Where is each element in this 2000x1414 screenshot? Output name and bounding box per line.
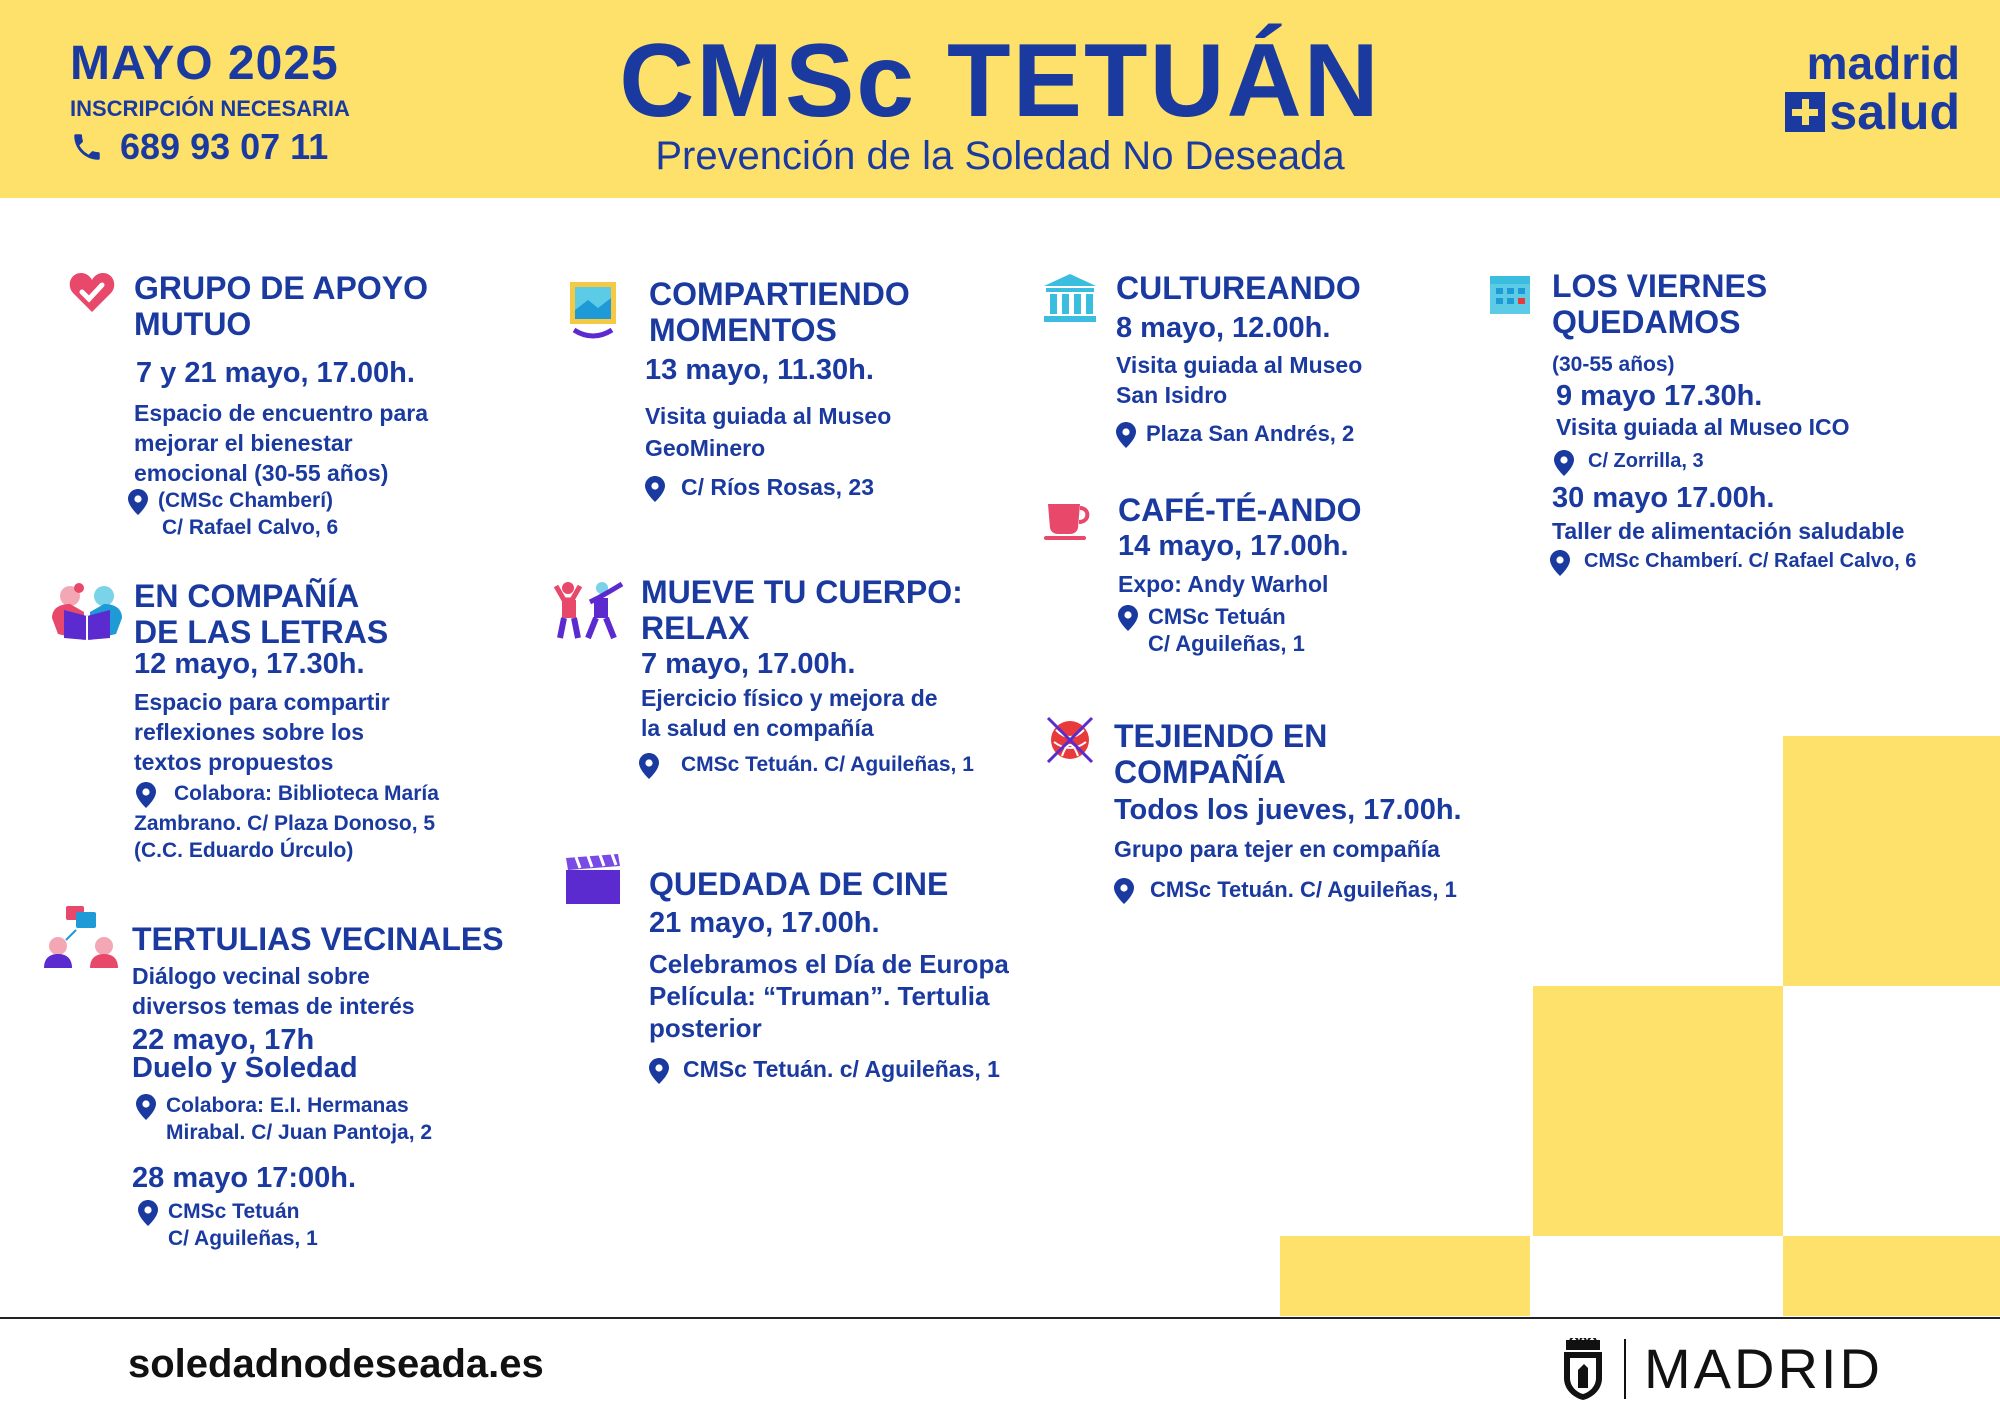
location-pin-icon: [1554, 450, 1574, 476]
activity-date: 14 mayo, 17.00h.: [1118, 530, 1349, 562]
location-pin-icon: [136, 1094, 156, 1120]
activity-date: 28 mayo 17:00h.: [132, 1162, 357, 1194]
desc-line: Visita guiada al Museo: [645, 403, 892, 429]
deco-square: [1533, 986, 1783, 1236]
clapperboard-icon: [564, 852, 622, 904]
cup-icon: [1044, 500, 1094, 540]
location-pin-icon: [645, 476, 665, 502]
activity-description: [134, 398, 428, 488]
desc-line: textos propuestos: [134, 749, 334, 775]
location-pin-icon: [1550, 550, 1570, 576]
activity-title: COMPARTIENDO: [649, 276, 910, 312]
activity-date: 22 mayo, 17h: [132, 1024, 315, 1056]
desc-line: Espacio de encuentro para: [134, 400, 428, 426]
activity-description: [641, 683, 938, 743]
conversation-icon: [42, 904, 120, 968]
page-subtitle: Prevención de la Soledad No Deseada: [655, 134, 1345, 178]
loc-line: CMSc Tetuán. c/ Aguileñas, 1: [683, 1056, 1000, 1082]
activity-location: [1550, 548, 1916, 576]
activity-age: (30-55 años): [1552, 353, 1675, 376]
loc-line: CMSc Tetuán. C/ Aguileñas, 1: [1150, 877, 1457, 902]
activity-location: [1554, 448, 1704, 476]
activity-title: CULTUREANDO: [1116, 270, 1361, 306]
activity-grupo-apoyo: [134, 270, 428, 342]
loc-line: C/ Aguileñas, 1: [168, 1227, 318, 1250]
heart-check-icon: [68, 270, 116, 314]
desc-line: Celebramos el Día de Europa: [649, 949, 1009, 979]
activity-location: [645, 474, 874, 502]
activity-title: EN COMPAÑÍA: [134, 578, 360, 614]
loc-line: C/ Ríos Rosas, 23: [681, 474, 875, 500]
desc-line: la salud en compañía: [641, 715, 874, 741]
activity-date: 30 mayo 17.00h.: [1552, 482, 1775, 514]
deco-square: [1783, 736, 2000, 986]
activity-title: MUTUO: [134, 306, 252, 342]
activity-title: MUEVE TU CUERPO:: [641, 574, 963, 610]
calendar-icon: [1488, 272, 1532, 316]
logo-separator: [1624, 1339, 1626, 1399]
loc-line: C/ Rafael Calvo, 6: [162, 516, 339, 539]
activity-description: [1116, 350, 1362, 410]
location-pin-icon: [1114, 878, 1134, 904]
desc-line: posterior: [649, 1013, 762, 1043]
month-label: MAYO 2025: [70, 37, 339, 90]
city-name: MADRID: [1644, 1337, 1883, 1400]
activity-date: 8 mayo, 12.00h.: [1116, 312, 1331, 344]
desc-line: mejorar el bienestar: [134, 430, 353, 456]
activity-description: [649, 948, 1009, 1044]
desc-line: Diálogo vecinal sobre: [132, 963, 370, 989]
madrid-city-logo: [1560, 1336, 1883, 1401]
activity-location: [138, 1198, 318, 1252]
loc-line: (C.C. Eduardo Úrculo): [134, 839, 354, 862]
desc-line: reflexiones sobre los: [134, 719, 365, 745]
inscription-note: INSCRIPCIÓN NECESARIA: [70, 96, 350, 121]
activity-location: [649, 1056, 1000, 1084]
location-pin-icon: [128, 489, 148, 515]
reading-people-icon: [50, 582, 124, 640]
activity-location: [1116, 420, 1354, 448]
logo-line-1: madrid: [1806, 37, 1960, 89]
location-pin-icon: [649, 1058, 669, 1084]
activity-title: TEJIENDO EN: [1114, 718, 1328, 754]
activity-date: 13 mayo, 11.30h.: [645, 354, 874, 386]
loc-line: Colabora: E.I. Hermanas: [166, 1094, 409, 1117]
loc-line: CMSc Tetuán: [1148, 604, 1286, 629]
activity-title: QUEDADA DE CINE: [649, 866, 949, 902]
activity-title: CAFÉ-TÉ-ANDO: [1118, 492, 1362, 528]
activity-title: COMPAÑÍA: [1114, 754, 1286, 790]
activity-tejiendo: [1114, 718, 1327, 790]
loc-line: Zambrano. C/ Plaza Donoso, 5: [134, 812, 436, 835]
location-pin-icon: [136, 782, 156, 808]
activity-location: [136, 780, 439, 808]
loc-line: (CMSc Chamberí): [158, 489, 334, 512]
loc-line: Plaza San Andrés, 2: [1146, 421, 1355, 446]
activity-title: GRUPO DE APOYO: [134, 270, 428, 306]
desc-line: Espacio para compartir: [134, 689, 390, 715]
loc-line: CMSc Tetuán: [168, 1200, 300, 1223]
desc-line: diversos temas de interés: [132, 993, 415, 1019]
location-pin-icon: [138, 1200, 158, 1226]
desc-line: Ejercicio físico y mejora de: [641, 685, 938, 711]
activity-date: 12 mayo, 17.30h.: [134, 648, 365, 680]
logo-line-2: salud: [1829, 84, 1960, 140]
activity-compartiendo: [649, 276, 910, 348]
loc-line: Colabora: Biblioteca María: [174, 782, 439, 805]
desc-line: Visita guiada al Museo: [1116, 352, 1363, 378]
plus-icon: [1785, 92, 1825, 132]
activity-description: [645, 400, 891, 464]
activity-location: [1114, 876, 1457, 904]
activity-date: Todos los jueves, 17.00h.: [1114, 794, 1462, 826]
desc-line: emocional (30-55 años): [134, 460, 389, 486]
loc-line: C/ Aguileñas, 1: [1148, 631, 1305, 656]
location-pin-icon: [1116, 422, 1136, 448]
yarn-ball-icon: [1044, 714, 1096, 766]
madrid-salud-logo: [1785, 37, 1960, 140]
museum-icon: [1042, 272, 1098, 322]
activity-description: Expo: Andy Warhol: [1118, 571, 1329, 597]
activity-title: DE LAS LETRAS: [134, 614, 389, 650]
activity-title: QUEDAMOS: [1552, 304, 1741, 340]
activity-description: Grupo para tejer en compañía: [1114, 836, 1440, 862]
activity-location-cont: [134, 810, 435, 864]
location-pin-icon: [639, 753, 659, 779]
activity-location: [639, 751, 974, 779]
activity-title: LOS VIERNES: [1552, 268, 1768, 304]
desc-line: Película: “Truman”. Tertulia: [649, 981, 990, 1011]
activity-viernes: [1552, 268, 1767, 340]
deco-square: [1783, 1236, 2000, 1316]
loc-line: CMSc Tetuán. C/ Aguileñas, 1: [681, 753, 974, 776]
picture-frame-icon: [568, 280, 618, 340]
activity-letras: [134, 578, 388, 650]
website-link[interactable]: soledadnodeseada.es: [128, 1342, 544, 1386]
activity-description: [134, 687, 390, 777]
activity-title: RELAX: [641, 610, 750, 646]
activity-date: 21 mayo, 17.00h.: [649, 907, 880, 939]
activity-date: 7 y 21 mayo, 17.00h.: [136, 357, 415, 389]
activity-location: [136, 1092, 432, 1146]
page-title: CMSc TETUÁN: [619, 23, 1381, 139]
activity-title: MOMENTOS: [649, 312, 837, 348]
activity-mueve: [641, 574, 963, 646]
location-pin-icon: [1118, 605, 1138, 631]
loc-line: CMSc Chamberí. C/ Rafael Calvo, 6: [1584, 550, 1917, 572]
activity-location: [128, 487, 338, 541]
activity-date: 7 mayo, 17.00h.: [641, 648, 856, 680]
deco-square: [1280, 1236, 1530, 1316]
loc-line: Mirabal. C/ Juan Pantoja, 2: [166, 1121, 433, 1144]
activity-topic: Duelo y Soledad: [132, 1052, 358, 1084]
desc-line: GeoMinero: [645, 435, 766, 461]
footer-divider: [0, 1317, 2000, 1319]
city-coat-of-arms-icon: [1560, 1338, 1606, 1400]
activity-description: [132, 961, 415, 1021]
activity-description: Taller de alimentación saludable: [1552, 518, 1905, 544]
activity-date: 9 mayo 17.30h.: [1556, 380, 1763, 412]
desc-line: San Isidro: [1116, 382, 1228, 408]
activity-description: Visita guiada al Museo ICO: [1556, 414, 1850, 440]
activity-title: TERTULIAS VECINALES: [132, 921, 504, 957]
loc-line: C/ Zorrilla, 3: [1588, 450, 1704, 472]
exercise-people-icon: [552, 580, 624, 640]
activity-location: [1118, 603, 1305, 657]
phone-number: 689 93 07 11: [120, 126, 329, 167]
